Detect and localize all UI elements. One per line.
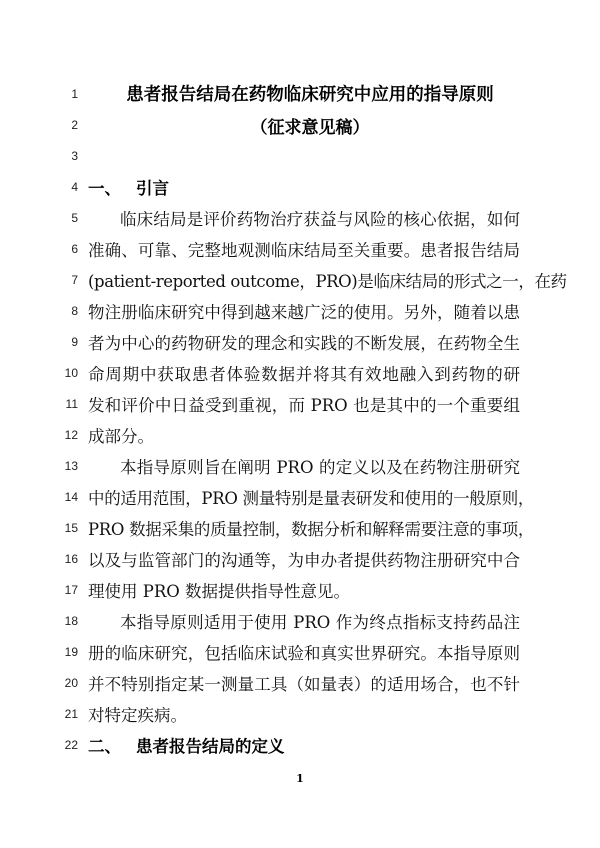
line-number: 16 [64,552,78,566]
section-heading-introduction [88,175,169,199]
paragraph-line: 命周期中获取患者体验数据并将其有效地融入到药物的研 [88,365,520,384]
line-18 [0,605,600,635]
line-1 [0,78,600,108]
line-5 [0,202,600,232]
line-11 [0,388,600,418]
document-subtitle: （征求意见稿） [250,118,370,138]
paragraph-line: (patient-reported outcome，PRO)是临床结局的形式之一，在药 [88,272,567,291]
line-number: 9 [71,335,78,349]
line-number: 12 [64,428,78,442]
line-number: 4 [71,180,78,194]
line-number: 20 [64,676,78,690]
paragraph-line: 对特定疾病。 [88,706,187,725]
line-number: 10 [64,366,78,380]
paragraph-line: 准确、可靠、完整地观测临床结局至关重要。患者报告结局 [88,241,520,260]
paragraph-line: 发和评价中日益受到重视，而 PRO 也是其中的一个重要组 [88,396,520,415]
line-number: 13 [64,459,78,473]
line-16 [0,543,600,573]
page-number: 1 [296,772,304,785]
paragraph-line: 中的适用范围，PRO 测量特别是量表研发和使用的一般原则， [88,489,535,508]
line-6 [0,233,600,263]
paragraph-line: 理使用 PRO 数据提供指导性意见。 [88,582,351,601]
line-number: 11 [65,397,78,411]
line-2 [0,109,600,139]
section-title: 患者报告结局的定义 [136,737,285,756]
section-number: 一、 [88,179,121,198]
paragraph-line: 本指导原则适用于使用 PRO 作为终点指标支持药品注 [120,613,520,632]
line-number: 15 [64,521,78,535]
line-number: 8 [71,304,78,318]
line-number: 21 [64,707,78,721]
paragraph-line: 以及与监管部门的沟通等，为申办者提供药物注册研究中合 [88,551,520,570]
line-number: 3 [71,149,78,163]
line-14 [0,481,600,511]
line-9 [0,326,600,356]
paragraph-line: PRO 数据采集的质量控制，数据分析和解释需要注意的事项， [88,520,535,539]
section-number: 二、 [88,737,121,756]
line-15 [0,512,600,542]
line-number: 19 [64,645,78,659]
document-title: 患者报告结局在药物临床研究中应用的指导原则 [126,85,494,105]
paragraph-line: 并不特别指定某一测量工具（如量表）的适用场合，也不针 [88,675,520,694]
line-4 [0,171,600,201]
line-3 [0,140,600,170]
line-12 [0,419,600,449]
line-number: 17 [64,583,78,597]
section-heading-definition [88,733,285,757]
line-number: 18 [64,614,78,628]
line-number: 2 [71,118,78,132]
line-7 [0,264,600,294]
line-number: 6 [71,242,78,256]
paragraph-line: 成部分。 [88,427,154,446]
line-8 [0,295,600,325]
paragraph-line: 物注册临床研究中得到越来越广泛的使用。另外，随着以患 [88,303,520,322]
paragraph-line: 册的临床研究，包括临床试验和真实世界研究。本指导原则 [88,644,520,663]
line-number: 5 [71,211,78,225]
paragraph-line: 者为中心的药物研发的理念和实践的不断发展，在药物全生 [88,334,520,353]
line-22 [0,729,600,759]
line-20 [0,667,600,697]
line-13 [0,450,600,480]
line-10 [0,357,600,387]
line-19 [0,636,600,666]
line-17 [0,574,600,604]
line-21 [0,698,600,728]
line-number: 14 [64,490,78,504]
line-number: 7 [71,273,78,287]
section-title: 引言 [136,179,169,198]
line-number: 1 [71,87,78,101]
paragraph-line: 本指导原则旨在阐明 PRO 的定义以及在药物注册研究 [120,458,520,477]
line-number: 22 [64,738,78,752]
paragraph-line: 临床结局是评价药物治疗获益与风险的核心依据，如何 [120,210,520,229]
